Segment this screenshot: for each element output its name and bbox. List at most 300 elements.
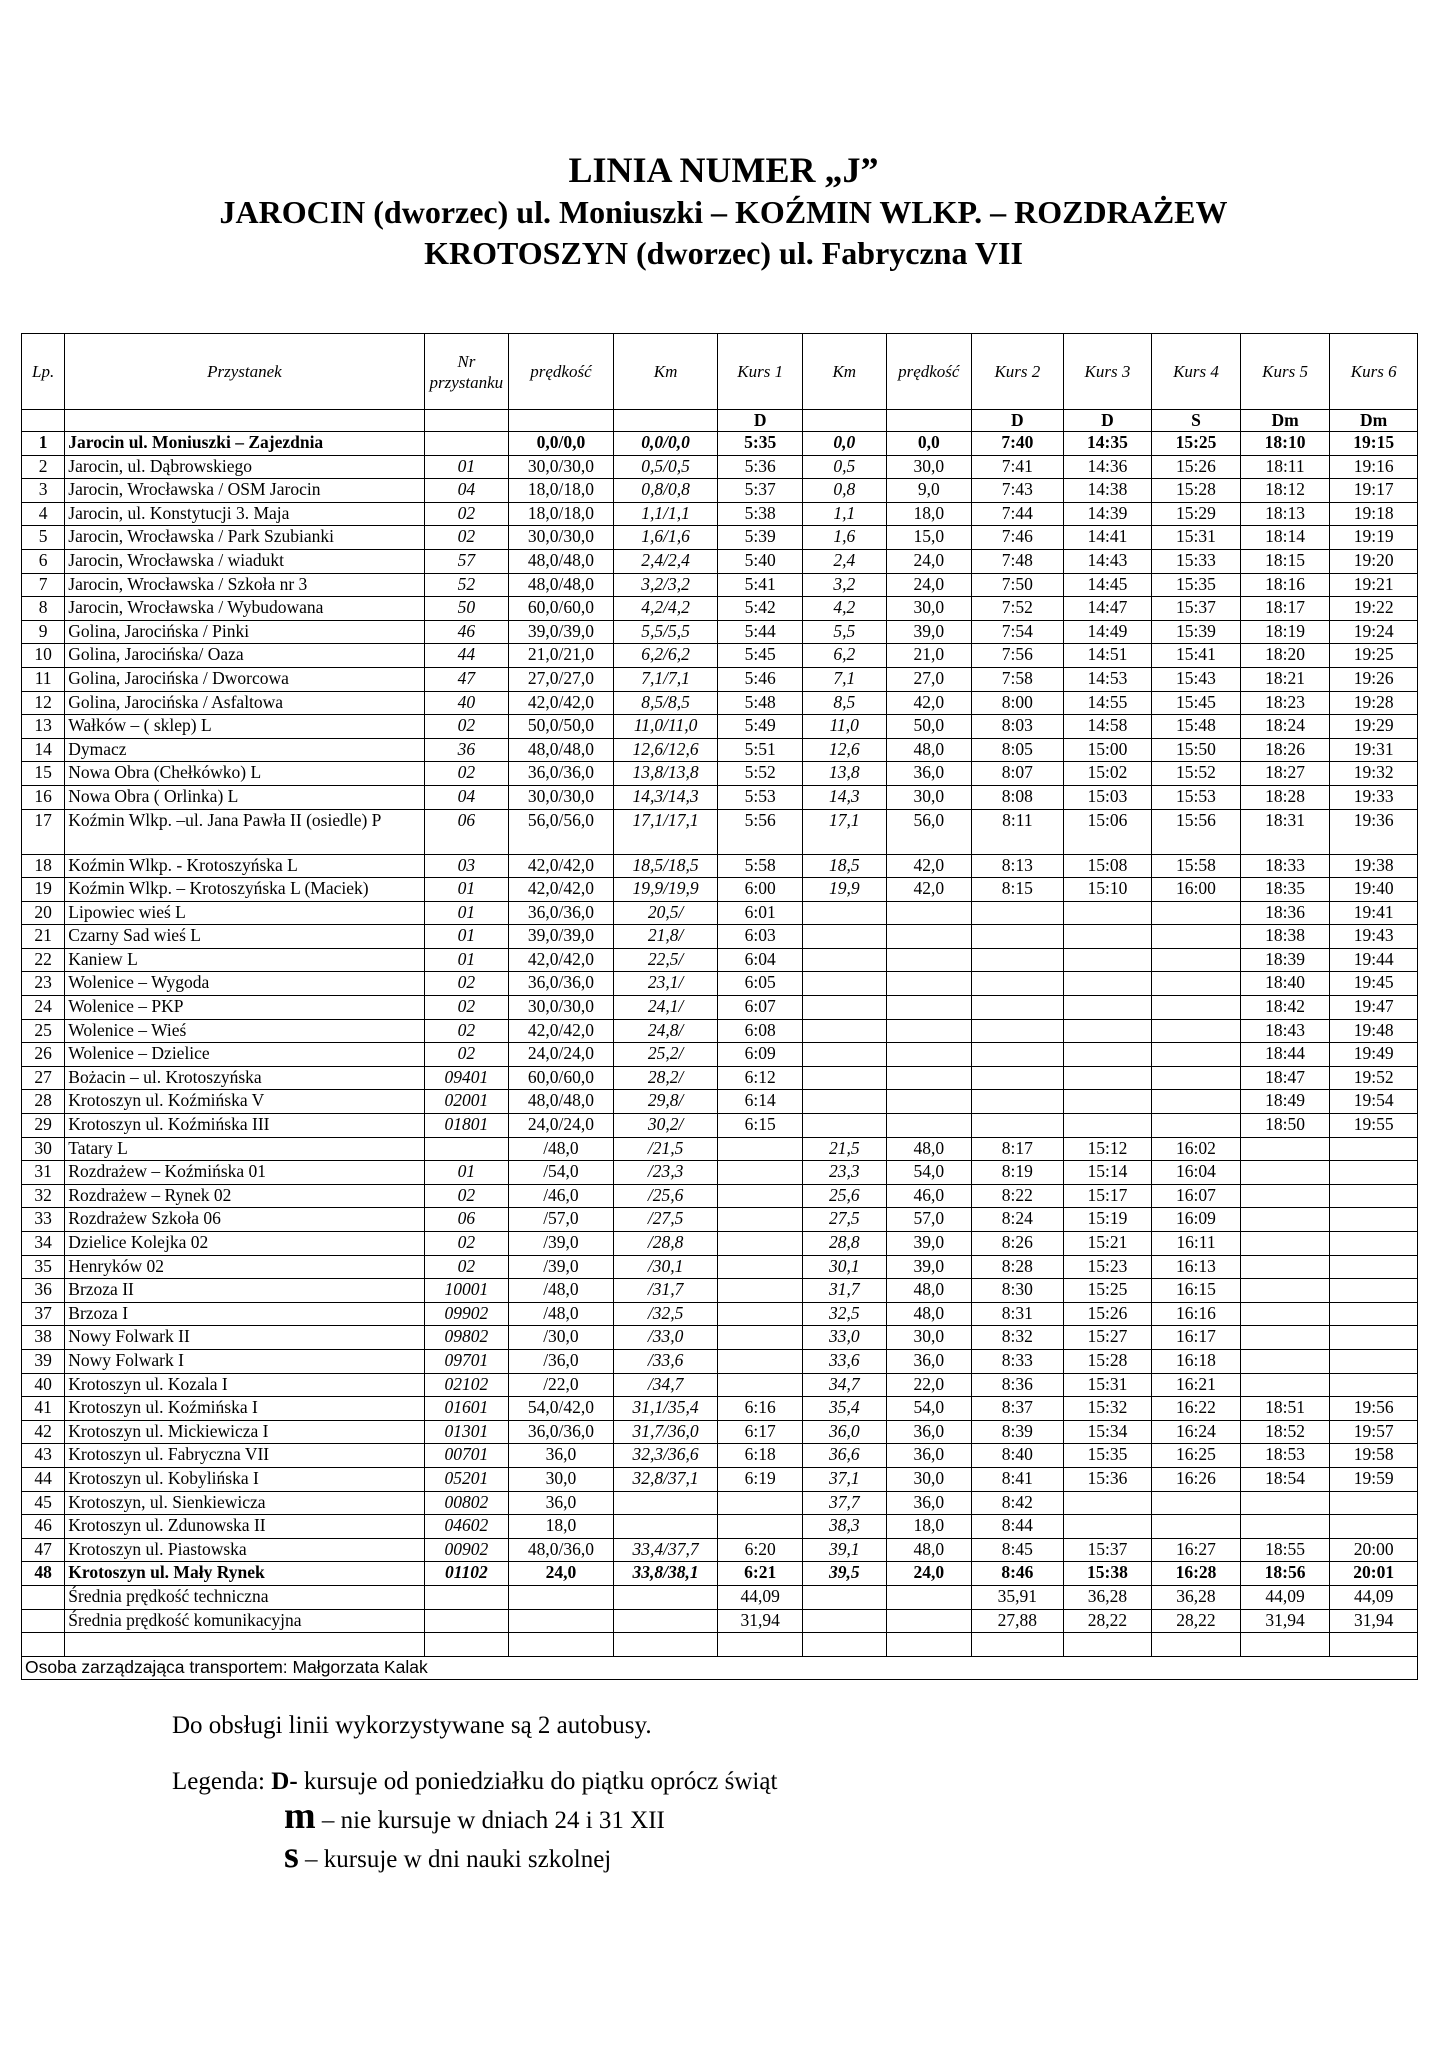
table-cell: 7:43 <box>972 479 1064 503</box>
table-cell: 16:27 <box>1152 1538 1241 1562</box>
table-cell: Krotoszyn ul. Kobylińska I <box>65 1467 424 1491</box>
table-cell: 32,8/37,1 <box>613 1467 718 1491</box>
table-cell: 18:36 <box>1240 901 1330 925</box>
table-cell: 8:41 <box>972 1467 1064 1491</box>
table-cell: 6:04 <box>718 948 803 972</box>
table-cell <box>424 1137 509 1161</box>
table-cell: 2 <box>22 455 65 479</box>
table-cell <box>1063 996 1152 1020</box>
table-cell: 8:36 <box>972 1373 1064 1397</box>
table-row <box>22 1114 1418 1138</box>
table-row <box>22 1467 1418 1491</box>
table-row <box>22 1515 1418 1539</box>
table-cell <box>1240 1161 1330 1185</box>
table-cell: 5:49 <box>718 715 803 739</box>
table-cell: 8:03 <box>972 715 1064 739</box>
table-cell: 14,3 <box>802 785 886 809</box>
table-cell <box>1330 1491 1418 1515</box>
header-row <box>22 334 1418 410</box>
footer-note: Osoba zarządzająca transportem: Małgorzata Kalak <box>22 1656 1418 1680</box>
table-cell: 48,0 <box>886 1279 972 1303</box>
table-cell: 7,1/7,1 <box>613 667 718 691</box>
table-cell <box>1240 1255 1330 1279</box>
table-cell: 15:35 <box>1152 573 1241 597</box>
table-cell: 54,0 <box>886 1397 972 1421</box>
summary-value: 44,09 <box>1330 1585 1418 1609</box>
table-cell: Krotoszyn ul. Zdunowska II <box>65 1515 424 1539</box>
table-cell: 8:08 <box>972 785 1064 809</box>
table-cell <box>1240 1184 1330 1208</box>
table-cell: 36,0 <box>886 762 972 786</box>
table-cell <box>802 1609 886 1633</box>
table-cell: 8,5 <box>802 691 886 715</box>
table-cell: 20,5/ <box>613 901 718 925</box>
table-cell: 18,5 <box>802 854 886 878</box>
table-cell: 3 <box>22 479 65 503</box>
table-cell: 16:16 <box>1152 1302 1241 1326</box>
table-cell: 15:52 <box>1152 762 1241 786</box>
table-cell: 35 <box>22 1255 65 1279</box>
table-cell: 5:35 <box>718 432 803 456</box>
table-cell: 15:35 <box>1063 1444 1152 1468</box>
table-cell: 01 <box>424 878 509 902</box>
table-row <box>22 1255 1418 1279</box>
table-cell: Koźmin Wlkp. –ul. Jana Pawła II (osiedle) P <box>65 809 424 854</box>
table-cell: Wolenice – Wygoda <box>65 972 424 996</box>
table-cell: 18,5/18,5 <box>613 854 718 878</box>
table-cell <box>1063 1019 1152 1043</box>
table-cell <box>718 1208 803 1232</box>
table-cell: 18:52 <box>1240 1420 1330 1444</box>
table-cell <box>802 1043 886 1067</box>
table-cell <box>1330 1255 1418 1279</box>
table-cell: /30,1 <box>613 1255 718 1279</box>
table-cell <box>1152 996 1241 1020</box>
table-cell: 19:25 <box>1330 644 1418 668</box>
notes <box>172 1709 777 1877</box>
table-cell: 14:53 <box>1063 667 1152 691</box>
table-cell <box>1152 1114 1241 1138</box>
table-cell: 33,8/38,1 <box>613 1562 718 1586</box>
table-cell: 57,0 <box>886 1208 972 1232</box>
summary-value: 36,28 <box>1152 1585 1241 1609</box>
table-cell: 09701 <box>424 1349 509 1373</box>
table-cell <box>509 1633 614 1657</box>
table-cell: 6:21 <box>718 1562 803 1586</box>
table-cell <box>886 1066 972 1090</box>
table-cell: 0,8 <box>802 479 886 503</box>
table-cell <box>802 1066 886 1090</box>
table-cell <box>972 925 1064 949</box>
table-cell: 14:45 <box>1063 573 1152 597</box>
table-cell: /48,0 <box>509 1302 614 1326</box>
day-code: Dm <box>1240 410 1330 432</box>
table-cell <box>509 1585 614 1609</box>
table-cell: 15:19 <box>1063 1208 1152 1232</box>
table-cell: 21 <box>22 925 65 949</box>
table-cell: 35,4 <box>802 1397 886 1421</box>
table-row <box>22 1349 1418 1373</box>
table-cell <box>1152 1090 1241 1114</box>
table-cell: 20:01 <box>1330 1562 1418 1586</box>
table-cell <box>972 1066 1064 1090</box>
col-header: Kurs 5 <box>1240 334 1330 410</box>
table-cell: 8:30 <box>972 1279 1064 1303</box>
table-cell: Rozdrażew – Rynek 02 <box>65 1184 424 1208</box>
table-cell: 0,8/0,8 <box>613 479 718 503</box>
table-cell: 02 <box>424 762 509 786</box>
table-cell: 17,1/17,1 <box>613 809 718 854</box>
day-code <box>886 410 972 432</box>
line-title: LINIA NUMER „J” <box>568 150 879 190</box>
table-cell: 14:36 <box>1063 455 1152 479</box>
table-cell: 41 <box>22 1397 65 1421</box>
table-cell: 7:48 <box>972 549 1064 573</box>
table-cell: 01 <box>424 925 509 949</box>
table-cell: 18:26 <box>1240 738 1330 762</box>
table-cell: Wałków – ( sklep) L <box>65 715 424 739</box>
table-cell: Golina, Jarocińska / Asfaltowa <box>65 691 424 715</box>
table-cell: 03 <box>424 854 509 878</box>
summary-row <box>22 1585 1418 1609</box>
table-cell: 33 <box>22 1208 65 1232</box>
table-cell: 21,0 <box>886 644 972 668</box>
table-cell: Golina, Jarocińska / Pinki <box>65 620 424 644</box>
table-cell: 30,0/30,0 <box>509 455 614 479</box>
table-cell: 0,0/0,0 <box>509 432 614 456</box>
table-cell: 02 <box>424 996 509 1020</box>
table-cell: 5:56 <box>718 809 803 854</box>
table-cell: 06 <box>424 1208 509 1232</box>
table-cell: 18:53 <box>1240 1444 1330 1468</box>
table-cell: 18:38 <box>1240 925 1330 949</box>
table-cell <box>1330 1633 1418 1657</box>
table-cell: 19:17 <box>1330 479 1418 503</box>
table-cell <box>1063 1515 1152 1539</box>
table-cell <box>1152 1066 1241 1090</box>
table-cell: Krotoszyn ul. Mały Rynek <box>65 1562 424 1586</box>
day-code: D <box>972 410 1064 432</box>
table-cell: 8,5/8,5 <box>613 691 718 715</box>
table-cell: Krotoszyn ul. Piastowska <box>65 1538 424 1562</box>
table-cell: 39,1 <box>802 1538 886 1562</box>
table-row <box>22 597 1418 621</box>
table-cell <box>972 972 1064 996</box>
table-cell: 54,0 <box>886 1161 972 1185</box>
table-cell: Jarocin, Wrocławska / Wybudowana <box>65 597 424 621</box>
table-cell: 36 <box>22 1279 65 1303</box>
table-cell <box>1152 1633 1241 1657</box>
table-cell: 36,0 <box>886 1491 972 1515</box>
table-cell: 15:56 <box>1152 809 1241 854</box>
table-cell <box>1152 972 1241 996</box>
table-cell <box>802 1585 886 1609</box>
table-cell: 36,0/36,0 <box>509 972 614 996</box>
table-cell <box>802 1633 886 1657</box>
table-cell: 42,0 <box>886 691 972 715</box>
table-cell: 19:33 <box>1330 785 1418 809</box>
table-cell: 5:41 <box>718 573 803 597</box>
table-cell <box>613 1633 718 1657</box>
table-cell: 15:41 <box>1152 644 1241 668</box>
table-cell: 29,8/ <box>613 1090 718 1114</box>
table-cell: Krotoszyn ul. Fabryczna VII <box>65 1444 424 1468</box>
table-cell: 8:40 <box>972 1444 1064 1468</box>
table-cell: 30,0/30,0 <box>509 785 614 809</box>
table-cell <box>1240 1232 1330 1256</box>
table-cell: /22,0 <box>509 1373 614 1397</box>
table-cell: 15:17 <box>1063 1184 1152 1208</box>
table-cell: 42,0/42,0 <box>509 948 614 972</box>
table-cell: 09401 <box>424 1066 509 1090</box>
table-cell: 8:26 <box>972 1232 1064 1256</box>
table-cell: 18:54 <box>1240 1467 1330 1491</box>
table-cell <box>972 1043 1064 1067</box>
table-cell: 36,6 <box>802 1444 886 1468</box>
table-cell <box>802 996 886 1020</box>
table-cell <box>886 1609 972 1633</box>
table-cell <box>1063 1114 1152 1138</box>
table-cell: 05201 <box>424 1467 509 1491</box>
footer-row <box>22 1656 1418 1680</box>
table-cell: 54,0/42,0 <box>509 1397 614 1421</box>
table-cell: /27,5 <box>613 1208 718 1232</box>
table-row <box>22 455 1418 479</box>
table-cell <box>718 1515 803 1539</box>
table-cell: 6:12 <box>718 1066 803 1090</box>
table-cell: 39 <box>22 1349 65 1373</box>
table-cell: Krotoszyn ul. Koźmińska III <box>65 1114 424 1138</box>
table-cell: 48,0/48,0 <box>509 573 614 597</box>
summary-value: 44,09 <box>1240 1585 1330 1609</box>
table-cell: 42,0/42,0 <box>509 854 614 878</box>
table-cell: 1 <box>22 432 65 456</box>
col-header: Lp. <box>22 334 65 410</box>
table-cell: Jarocin, Wrocławska / Szkoła nr 3 <box>65 573 424 597</box>
table-cell: 02 <box>424 1232 509 1256</box>
table-cell: 3,2 <box>802 573 886 597</box>
table-cell: 18,0 <box>886 1515 972 1539</box>
table-cell: Nowy Folwark I <box>65 1349 424 1373</box>
table-cell <box>1063 1043 1152 1067</box>
table-cell: 18:44 <box>1240 1043 1330 1067</box>
table-cell: 19:55 <box>1330 1114 1418 1138</box>
table-cell: 14:43 <box>1063 549 1152 573</box>
table-cell: 23,1/ <box>613 972 718 996</box>
table-cell <box>424 432 509 456</box>
table-cell <box>718 1633 803 1657</box>
table-cell: 16:11 <box>1152 1232 1241 1256</box>
col-header: Kurs 4 <box>1152 334 1241 410</box>
table-cell: 14:58 <box>1063 715 1152 739</box>
table-cell: 5,5 <box>802 620 886 644</box>
table-cell: 32,3/36,6 <box>613 1444 718 1468</box>
table-cell <box>1240 1137 1330 1161</box>
table-row <box>22 1326 1418 1350</box>
table-cell <box>802 948 886 972</box>
table-cell: /46,0 <box>509 1184 614 1208</box>
table-cell: /39,0 <box>509 1255 614 1279</box>
table-cell <box>1330 1302 1418 1326</box>
table-cell: 34,7 <box>802 1373 886 1397</box>
table-cell: 18:55 <box>1240 1538 1330 1562</box>
table-cell: 15:25 <box>1063 1279 1152 1303</box>
table-cell <box>65 1633 424 1657</box>
table-cell: 01601 <box>424 1397 509 1421</box>
table-row <box>22 738 1418 762</box>
table-cell: 30,0/30,0 <box>509 526 614 550</box>
table-cell <box>886 901 972 925</box>
table-cell: 36,0/36,0 <box>509 762 614 786</box>
legend-d-code: D- <box>271 1768 298 1795</box>
table-cell: 15:00 <box>1063 738 1152 762</box>
table-cell: 24,0 <box>509 1562 614 1586</box>
table-cell: 6:08 <box>718 1019 803 1043</box>
table-cell: 5:44 <box>718 620 803 644</box>
table-cell: Brzoza II <box>65 1279 424 1303</box>
table-cell: 15:26 <box>1152 455 1241 479</box>
day-code <box>22 410 65 432</box>
table-cell: 37,1 <box>802 1467 886 1491</box>
table-cell: 11,0/11,0 <box>613 715 718 739</box>
table-cell: 8:33 <box>972 1349 1064 1373</box>
table-row <box>22 1373 1418 1397</box>
table-cell: 27,0/27,0 <box>509 667 614 691</box>
table-cell: 16:00 <box>1152 878 1241 902</box>
table-cell <box>1330 1279 1418 1303</box>
col-header: prędkość <box>886 334 972 410</box>
table-cell: 18,0 <box>509 1515 614 1539</box>
table-cell: 16:28 <box>1152 1562 1241 1586</box>
table-cell: 34 <box>22 1232 65 1256</box>
table-cell: 50,0/50,0 <box>509 715 614 739</box>
table-cell: 3,2/3,2 <box>613 573 718 597</box>
col-header: Km <box>802 334 886 410</box>
table-cell <box>424 1633 509 1657</box>
table-cell <box>1240 1326 1330 1350</box>
table-cell: /48,0 <box>509 1137 614 1161</box>
table-cell: 18:16 <box>1240 573 1330 597</box>
table-cell <box>802 1090 886 1114</box>
table-cell: 18:33 <box>1240 854 1330 878</box>
table-cell: 46 <box>22 1515 65 1539</box>
legend-s-code: s <box>284 1834 299 1876</box>
table-cell: 31,7 <box>802 1279 886 1303</box>
table-cell <box>1240 1208 1330 1232</box>
table-cell: 36,0 <box>886 1444 972 1468</box>
table-cell: 7:54 <box>972 620 1064 644</box>
table-cell: 8:31 <box>972 1302 1064 1326</box>
table-cell: 8:00 <box>972 691 1064 715</box>
table-cell: 38 <box>22 1326 65 1350</box>
table-cell: 5:46 <box>718 667 803 691</box>
table-cell: 1,6 <box>802 526 886 550</box>
table-cell: 21,5 <box>802 1137 886 1161</box>
table-cell <box>972 996 1064 1020</box>
table-cell: 60,0/60,0 <box>509 597 614 621</box>
table-cell: 15:12 <box>1063 1137 1152 1161</box>
table-cell: /34,7 <box>613 1373 718 1397</box>
table-cell: 15:38 <box>1063 1562 1152 1586</box>
table-cell: 0,0/0,0 <box>613 432 718 456</box>
legend-s-text: – kursuje w dni nauki szkolnej <box>298 1846 612 1873</box>
table-cell: 19:54 <box>1330 1090 1418 1114</box>
table-row <box>22 1562 1418 1586</box>
table-cell: Bożacin – ul. Krotoszyńska <box>65 1066 424 1090</box>
table-cell: 8:22 <box>972 1184 1064 1208</box>
table-cell: 02102 <box>424 1373 509 1397</box>
table-cell: 50 <box>424 597 509 621</box>
table-cell: 15:45 <box>1152 691 1241 715</box>
table-cell: 6:00 <box>718 878 803 902</box>
table-cell: Wolenice – PKP <box>65 996 424 1020</box>
table-cell: 16:13 <box>1152 1255 1241 1279</box>
table-cell: 16:09 <box>1152 1208 1241 1232</box>
table-cell: 16:04 <box>1152 1161 1241 1185</box>
table-cell: 18:40 <box>1240 972 1330 996</box>
table-cell: 6 <box>22 549 65 573</box>
summary-value: 35,91 <box>972 1585 1064 1609</box>
table-cell: 33,4/37,7 <box>613 1538 718 1562</box>
table-cell: 19:36 <box>1330 809 1418 854</box>
table-cell <box>972 1019 1064 1043</box>
table-cell <box>886 948 972 972</box>
table-cell <box>1063 1066 1152 1090</box>
table-cell: 15:37 <box>1063 1538 1152 1562</box>
table-cell: 8:37 <box>972 1397 1064 1421</box>
col-header: Kurs 6 <box>1330 334 1418 410</box>
table-cell: 19 <box>22 878 65 902</box>
table-cell: 37,7 <box>802 1491 886 1515</box>
table-cell: 36,0 <box>802 1420 886 1444</box>
table-row <box>22 1090 1418 1114</box>
table-cell: 15:27 <box>1063 1326 1152 1350</box>
table-cell: 24,0/24,0 <box>509 1043 614 1067</box>
table-cell: 19:59 <box>1330 1467 1418 1491</box>
table-cell: 01102 <box>424 1562 509 1586</box>
table-cell <box>1330 1326 1418 1350</box>
table-cell: 15:02 <box>1063 762 1152 786</box>
table-cell: 15:48 <box>1152 715 1241 739</box>
table-cell <box>886 972 972 996</box>
table-cell: 15:37 <box>1152 597 1241 621</box>
table-cell <box>613 1609 718 1633</box>
table-cell: 30,0/30,0 <box>509 996 614 1020</box>
table-cell: 15,0 <box>886 526 972 550</box>
table-cell: 6,2 <box>802 644 886 668</box>
table-cell <box>22 1609 65 1633</box>
table-cell: 47 <box>22 1538 65 1562</box>
table-cell: 16:26 <box>1152 1467 1241 1491</box>
table-cell: 6:17 <box>718 1420 803 1444</box>
legend-d-text: kursuje od poniedziałku do piątku oprócz świąt <box>297 1768 778 1795</box>
table-cell <box>1152 1515 1241 1539</box>
table-cell: 06 <box>424 809 509 854</box>
table-cell: 18:50 <box>1240 1114 1330 1138</box>
table-cell: 18:43 <box>1240 1019 1330 1043</box>
table-cell: /48,0 <box>509 1279 614 1303</box>
table-cell: 21,8/ <box>613 925 718 949</box>
table-cell: 19:43 <box>1330 925 1418 949</box>
table-cell <box>1240 1515 1330 1539</box>
table-cell <box>972 1633 1064 1657</box>
table-row <box>22 1397 1418 1421</box>
table-cell: /23,3 <box>613 1161 718 1185</box>
table-cell: 20 <box>22 901 65 925</box>
table-cell: 18:13 <box>1240 502 1330 526</box>
table-cell: 8:11 <box>972 809 1064 854</box>
table-cell: 0,0 <box>886 432 972 456</box>
